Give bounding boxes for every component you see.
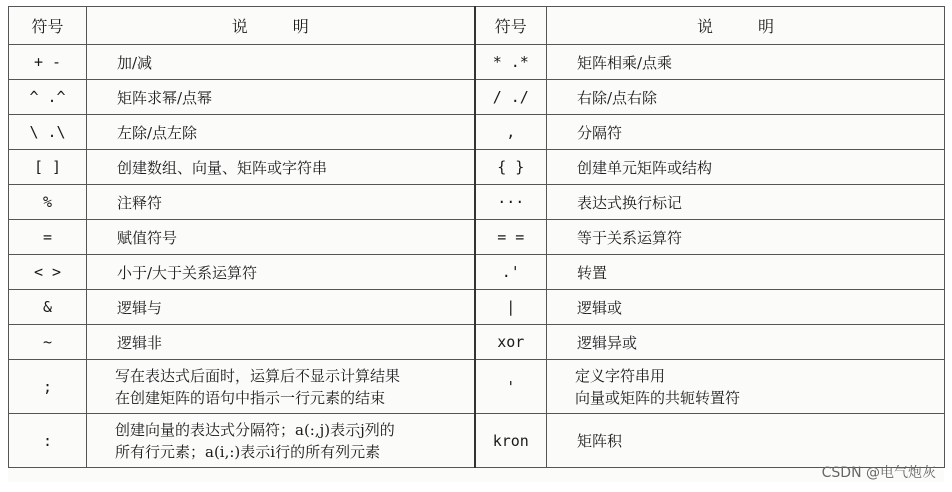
table-row xyxy=(9,290,945,325)
table-row xyxy=(9,255,945,290)
description-line: 逻辑非 xyxy=(117,333,163,352)
description-line: 右除/点右除 xyxy=(577,88,658,107)
symbol-cell-right: / ./ xyxy=(475,80,547,115)
description-line: 创建单元矩阵或结构 xyxy=(577,158,713,177)
description-line: 创建数组、向量、矩阵或字符串 xyxy=(117,158,328,177)
description-line: 加/减 xyxy=(117,53,153,72)
description-cell-left xyxy=(87,255,475,290)
symbol-cell-left: = xyxy=(9,220,87,255)
description-cell-left xyxy=(87,325,475,360)
operator-table-page xyxy=(8,6,944,482)
description-cell-right xyxy=(547,80,945,115)
description-cell-left xyxy=(87,150,475,185)
description-cell-left xyxy=(87,220,475,255)
description-line: 等于关系运算符 xyxy=(577,228,683,247)
table-body xyxy=(9,45,945,468)
description-line: 在创建矩阵的语句中指示一行元素的结束 xyxy=(115,388,386,407)
header-symbol-right: 符号 xyxy=(475,7,547,45)
description-line: 注释符 xyxy=(117,193,163,212)
table-row xyxy=(9,45,945,80)
symbol-cell-right: xor xyxy=(475,325,547,360)
symbol-cell-right: ··· xyxy=(475,185,547,220)
description-cell-right xyxy=(547,185,945,220)
description-cell-right xyxy=(547,45,945,80)
description-cell-right xyxy=(547,325,945,360)
description-line: 定义字符串用 xyxy=(575,366,666,385)
description-cell-left xyxy=(87,360,475,414)
description-line: 向量或矩阵的共轭转置符 xyxy=(575,388,741,407)
symbol-cell-left: ~ xyxy=(9,325,87,360)
description-line: 矩阵积 xyxy=(577,432,623,450)
symbol-cell-left: % xyxy=(9,185,87,220)
symbol-cell-right: { } xyxy=(475,150,547,185)
symbol-cell-left: [ ] xyxy=(9,150,87,185)
symbol-cell-right: , xyxy=(475,115,547,150)
symbol-cell-right: | xyxy=(475,290,547,325)
table-header-row xyxy=(9,7,945,45)
description-cell-right xyxy=(547,360,945,414)
description-cell-left xyxy=(87,115,475,150)
description-cell-left xyxy=(87,414,475,468)
description-line: 矩阵求幂/点幂 xyxy=(117,88,213,107)
table-row xyxy=(9,220,945,255)
table-row xyxy=(9,360,945,414)
symbol-cell-left: \ .\ xyxy=(9,115,87,150)
description-line: 所有行元素；a(i,:)表示i行的所有列元素 xyxy=(115,442,381,461)
header-desc-left: 说 明 xyxy=(87,7,475,45)
description-cell-right xyxy=(547,150,945,185)
symbol-cell-left: : xyxy=(9,414,87,468)
description-line: 分隔符 xyxy=(577,123,623,142)
description-cell-right xyxy=(547,290,945,325)
symbol-cell-right: kron xyxy=(475,414,547,468)
description-line: 左除/点左除 xyxy=(117,123,198,142)
description-cell-right xyxy=(547,414,945,468)
table-row xyxy=(9,115,945,150)
table-row xyxy=(9,185,945,220)
operator-table xyxy=(8,6,945,468)
symbol-cell-right: = = xyxy=(475,220,547,255)
symbol-cell-left: < > xyxy=(9,255,87,290)
description-line: 表达式换行标记 xyxy=(577,193,683,212)
description-line: 逻辑或 xyxy=(577,298,623,317)
description-cell-left xyxy=(87,290,475,325)
symbol-cell-left: ; xyxy=(9,360,87,414)
description-line: 转置 xyxy=(577,263,608,282)
symbol-cell-right: .' xyxy=(475,255,547,290)
description-cell-right xyxy=(547,115,945,150)
symbol-cell-right: ' xyxy=(475,360,547,414)
description-line: 矩阵相乘/点乘 xyxy=(577,53,673,72)
description-line: 创建向量的表达式分隔符；a(:,j)表示j列的 xyxy=(115,420,395,439)
symbol-cell-right: * .* xyxy=(475,45,547,80)
description-cell-right xyxy=(547,220,945,255)
description-cell-left xyxy=(87,45,475,80)
description-cell-right xyxy=(547,255,945,290)
symbol-cell-left: ^ .^ xyxy=(9,80,87,115)
description-line: 逻辑异或 xyxy=(577,333,638,352)
table-row xyxy=(9,414,945,468)
symbol-cell-left: & xyxy=(9,290,87,325)
description-cell-left xyxy=(87,80,475,115)
table-row xyxy=(9,150,945,185)
table-row xyxy=(9,325,945,360)
description-line: 小于/大于关系运算符 xyxy=(117,263,258,282)
watermark: CSDN @电气炮灰 xyxy=(821,465,936,481)
description-line: 赋值符号 xyxy=(117,228,178,247)
description-line: 逻辑与 xyxy=(117,298,163,317)
description-cell-left xyxy=(87,185,475,220)
header-desc-right: 说 明 xyxy=(547,7,945,45)
symbol-cell-left: + - xyxy=(9,45,87,80)
description-line: 写在表达式后面时，运算后不显示计算结果 xyxy=(115,366,401,385)
header-symbol-left: 符号 xyxy=(9,7,87,45)
table-row xyxy=(9,80,945,115)
